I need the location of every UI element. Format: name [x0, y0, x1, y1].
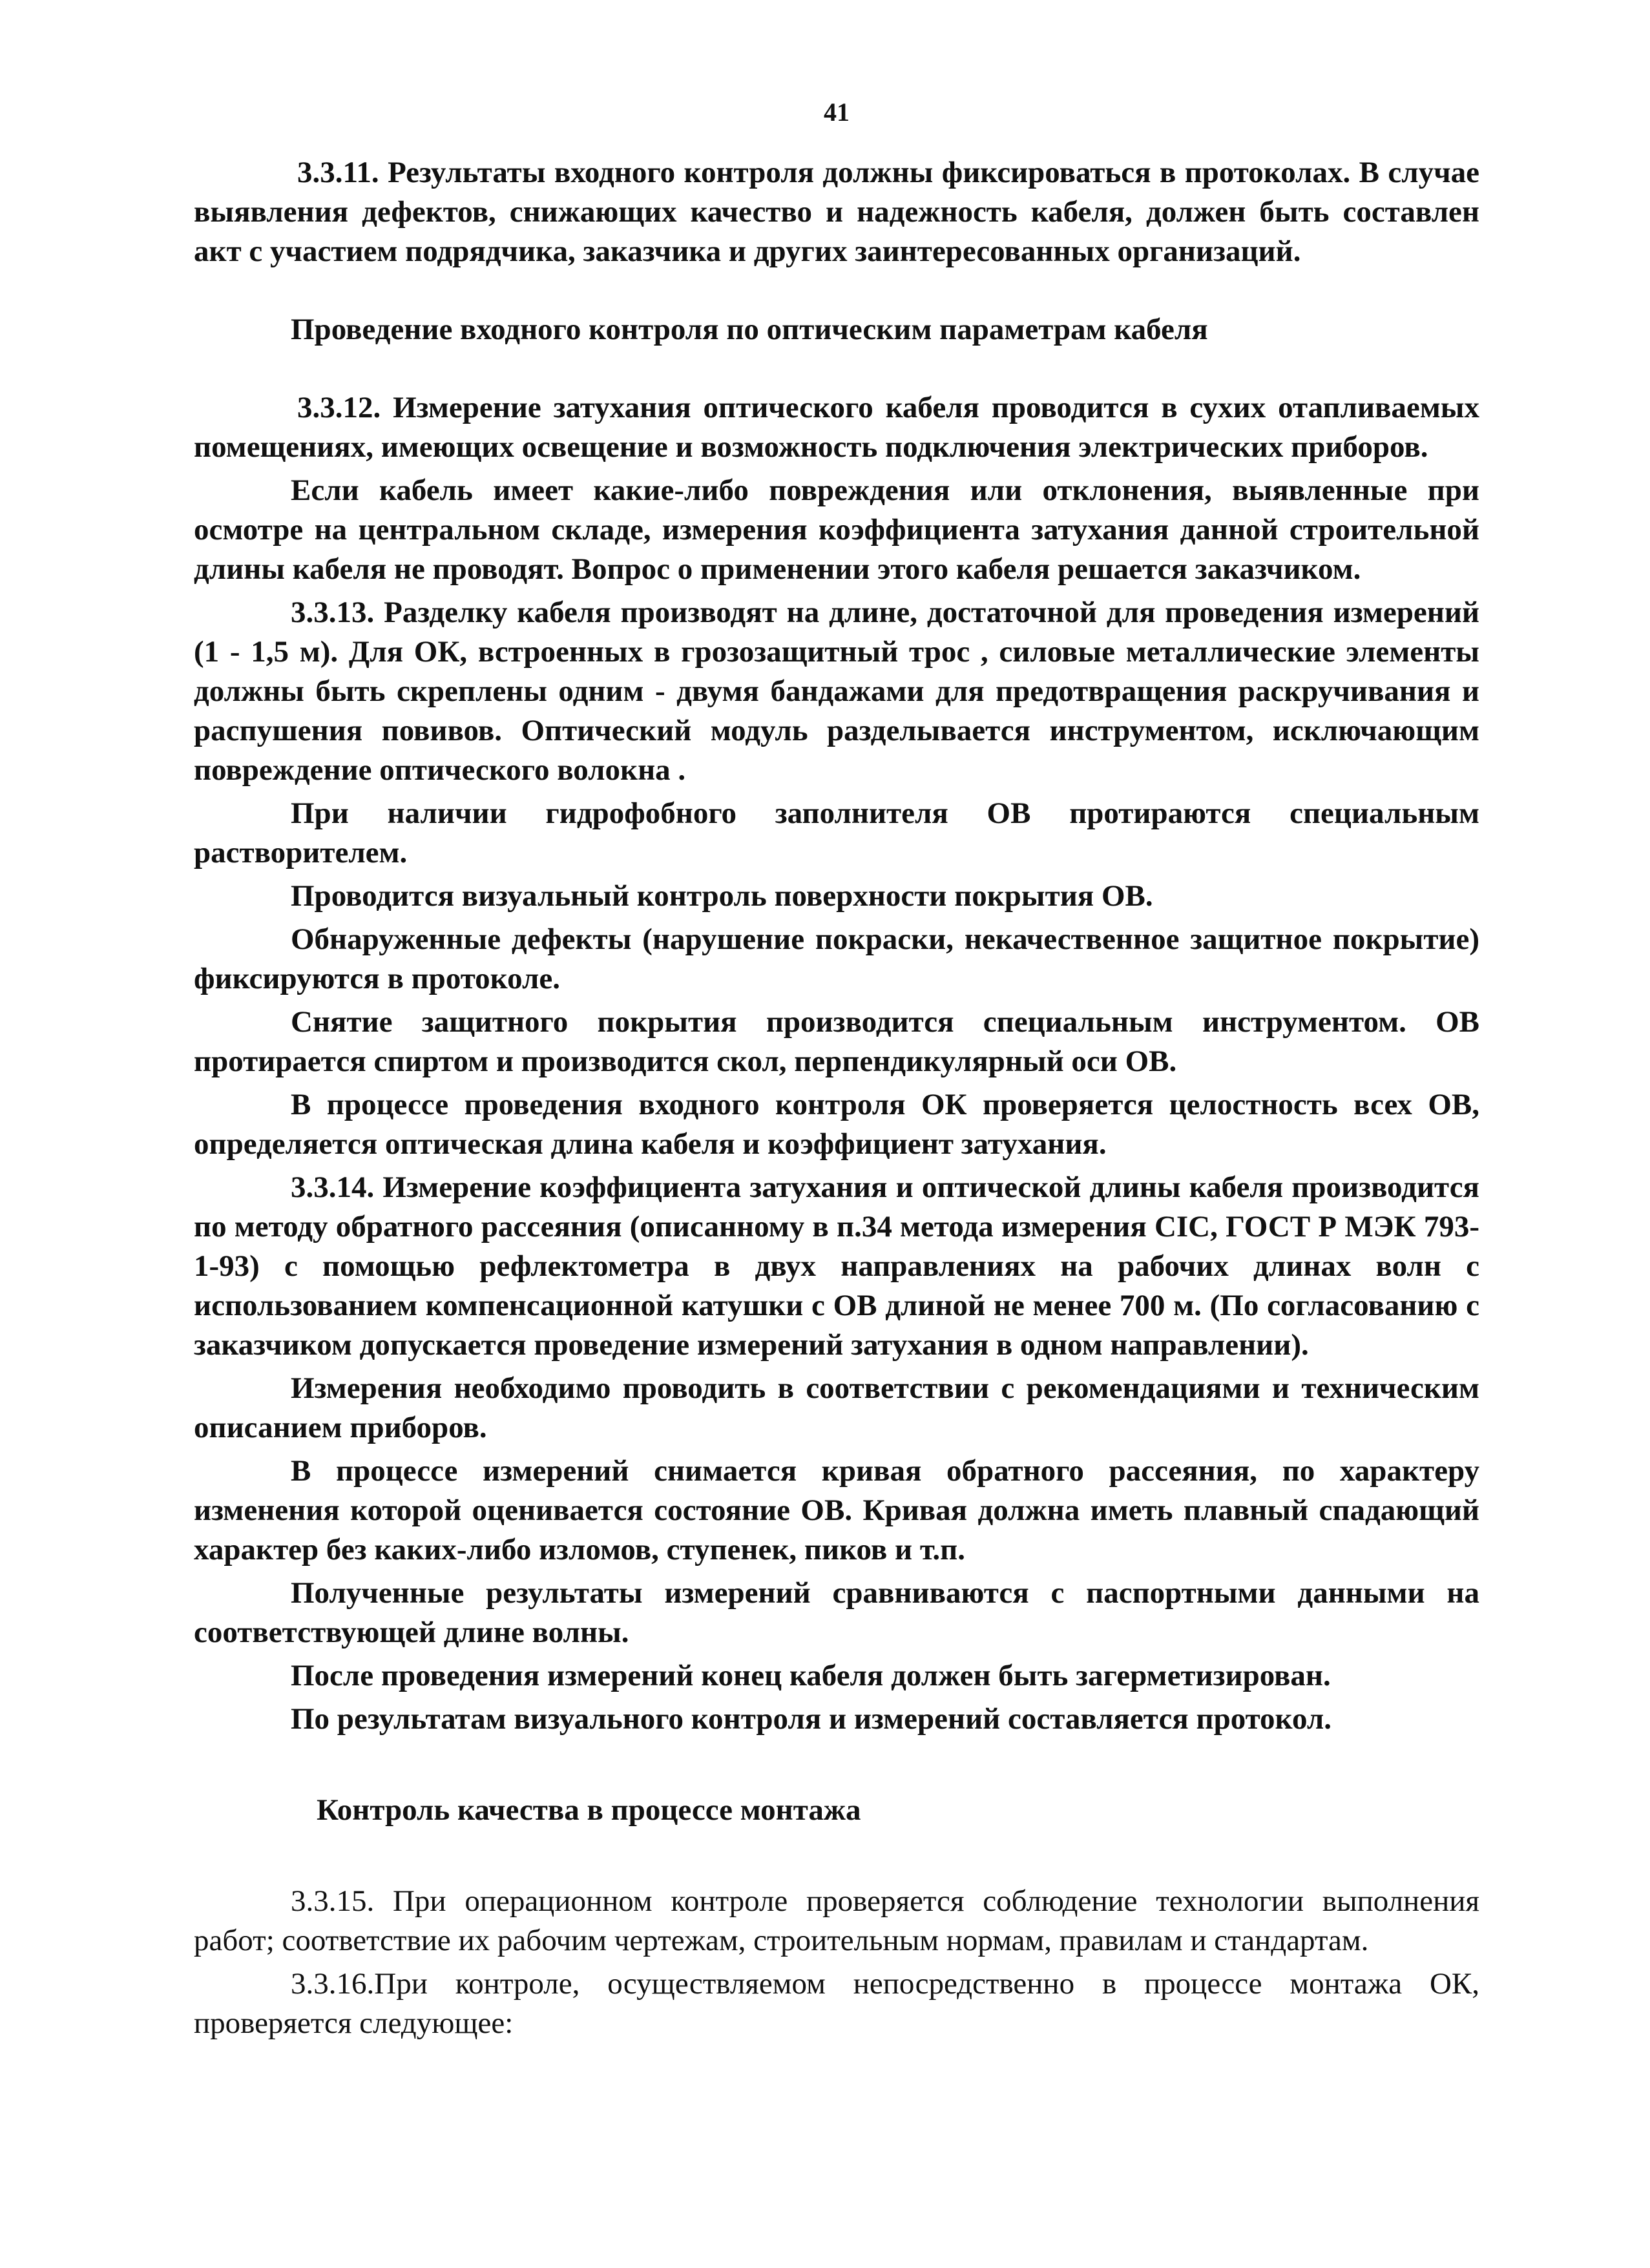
document-page — [194, 97, 1479, 2047]
paragraph-backscatter-curve: В процессе измерений снимается кривая обратного рассеяния, по характеру изменения которой оценивается состояние ОВ. Кривая должна иметь плавный спадающий характер без каких-либо изломов, ступенек, пиков и т.п. — [194, 1454, 1479, 1566]
paragraph-results-comparison: Полученные результаты измерений сравниваются с паспортными данными на соответствующей длине волны. — [194, 1576, 1479, 1649]
paragraph-integrity-check: В процессе проведения входного контроля ОК проверяется целостность всех ОВ, определяется оптическая длина кабеля и коэффициент затухания. — [194, 1088, 1479, 1161]
paragraph-3-3-16: 3.3.16.При контроле, осуществляемом непосредственно в процессе монтажа ОК, проверяется следующее: — [194, 1967, 1479, 2040]
paragraph-measurement-guidance: Измерения необходимо проводить в соответствии с рекомендациями и техническим описанием приборов. — [194, 1371, 1479, 1444]
page-number: 41 — [824, 98, 850, 127]
paragraph-3-3-11: 3.3.11. Результаты входного контроля должны фиксироваться в протоколах. В случае выявления дефектов, снижающих качество и надежность кабеля, должен быть составлен акт с участием подрядчика, заказчика и других заинтересованных организаций. — [194, 156, 1479, 268]
paragraph-sealing: После проведения измерений конец кабеля должен быть загерметизирован. — [291, 1659, 1331, 1692]
paragraph-protocol: По результатам визуального контроля и измерений составляется протокол. — [291, 1702, 1332, 1736]
paragraph-defects: Обнаруженные дефекты (нарушение покраски, некачественное защитное покрытие) фиксируются в протоколе. — [194, 922, 1479, 995]
section-heading-input-control: Проведение входного контроля по оптическим параметрам кабеля — [291, 313, 1208, 346]
paragraph-3-3-12: 3.3.12. Измерение затухания оптического кабеля проводится в сухих отапливаемых помещениях, имеющих освещение и возможность подключения электрических приборов. — [194, 391, 1479, 464]
paragraph-hydrophobic: При наличии гидрофобного заполнителя ОВ протираются специальным растворителем. — [194, 796, 1479, 869]
section-heading-installation-quality: Контроль качества в процессе монтажа — [317, 1793, 861, 1827]
paragraph-3-3-14: 3.3.14. Измерение коэффициента затухания и оптической длины кабеля производится по методу обратного рассеяния (описанному в п.34 метода измерения CIC, ГОСТ Р МЭК 793-1-93) с помощью рефлектометра в двух направлениях на рабочих длинах волн с использованием компенсационной катушки с ОВ длиной не менее 700 м. (По согласованию с заказчиком допускается проведение измерений затухания в одном направлении). — [194, 1170, 1479, 1362]
paragraph-3-3-13: 3.3.13. Разделку кабеля производят на длине, достаточной для проведения измерений (1 - 1,5 м). Для ОК, встроенных в грозозащитный трос , силовые металлические элементы должны быть скреплены одним - двумя бандажами для предотвращения раскручивания и распушения повивов. Оптический модуль разделывается инструментом, исключающим повреждение оптического волокна . — [194, 596, 1479, 787]
paragraph-coating-removal: Снятие защитного покрытия производится специальным инструментом. ОВ протирается спиртом и производится скол, перпендикулярный оси ОВ. — [194, 1005, 1479, 1078]
paragraph-visual-control: Проводится визуальный контроль поверхности покрытия ОВ. — [291, 879, 1153, 913]
paragraph-damage-note: Если кабель имеет какие-либо повреждения или отклонения, выявленные при осмотре на центральном складе, измерения коэффициента затухания данной строительной длины кабеля не проводят. Вопрос о применении этого кабеля решается заказчиком. — [194, 473, 1479, 586]
paragraph-3-3-15: 3.3.15. При операционном контроле проверяется соблюдение технологии выполнения работ; соответствие их рабочим чертежам, строительным нормам, правилам и стандартам. — [194, 1884, 1479, 1957]
